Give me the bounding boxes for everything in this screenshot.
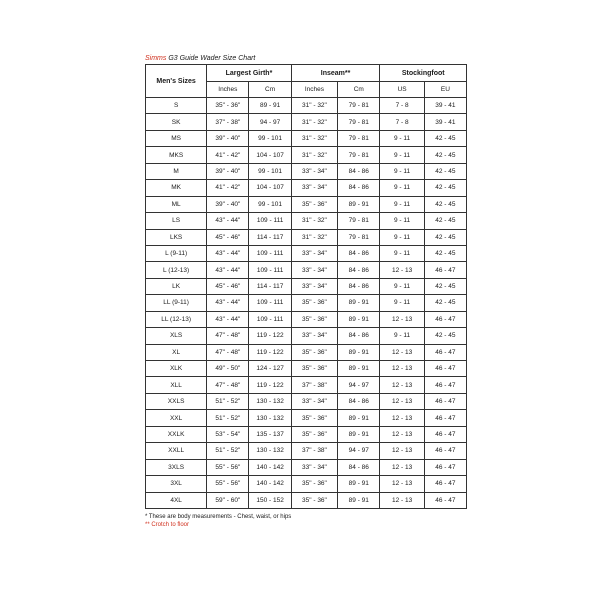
cell-size: MS xyxy=(146,130,207,146)
cell-inseam-cm: 94 - 97 xyxy=(338,443,380,459)
cell-inseam-inches: 35" - 36" xyxy=(291,410,337,426)
cell-inseam-inches: 35" - 36" xyxy=(291,476,337,492)
cell-us: 12 - 13 xyxy=(380,393,424,409)
cell-inseam-inches: 37" - 38" xyxy=(291,377,337,393)
cell-size: MKS xyxy=(146,147,207,163)
cell-inseam-cm: 89 - 91 xyxy=(338,361,380,377)
cell-inseam-cm: 89 - 91 xyxy=(338,295,380,311)
cell-girth-cm: 114 - 117 xyxy=(249,229,291,245)
table-row xyxy=(146,114,467,130)
cell-us: 9 - 11 xyxy=(380,229,424,245)
cell-girth-inches: 51" - 52" xyxy=(207,443,249,459)
cell-inseam-cm: 79 - 81 xyxy=(338,213,380,229)
cell-size: LL (12-13) xyxy=(146,311,207,327)
cell-girth-inches: 55" - 56" xyxy=(207,476,249,492)
cell-eu: 42 - 45 xyxy=(424,130,466,146)
table-row xyxy=(146,262,467,278)
cell-girth-cm: 99 - 101 xyxy=(249,163,291,179)
table-row xyxy=(146,229,467,245)
cell-girth-cm: 104 - 107 xyxy=(249,147,291,163)
header-mens-sizes: Men's Sizes xyxy=(146,65,207,98)
cell-inseam-cm: 84 - 86 xyxy=(338,262,380,278)
cell-size: 3XLS xyxy=(146,459,207,475)
table-row xyxy=(146,344,467,360)
cell-inseam-inches: 33" - 34" xyxy=(291,245,337,261)
cell-girth-cm: 89 - 91 xyxy=(249,98,291,114)
cell-us: 12 - 13 xyxy=(380,262,424,278)
cell-us: 12 - 13 xyxy=(380,426,424,442)
cell-size: XL xyxy=(146,344,207,360)
cell-inseam-cm: 89 - 91 xyxy=(338,476,380,492)
cell-us: 12 - 13 xyxy=(380,476,424,492)
cell-inseam-inches: 33" - 34" xyxy=(291,278,337,294)
cell-size: L (12-13) xyxy=(146,262,207,278)
cell-girth-inches: 51" - 52" xyxy=(207,410,249,426)
cell-eu: 42 - 45 xyxy=(424,196,466,212)
table-row xyxy=(146,393,467,409)
cell-us: 9 - 11 xyxy=(380,328,424,344)
cell-inseam-cm: 79 - 81 xyxy=(338,229,380,245)
cell-us: 12 - 13 xyxy=(380,361,424,377)
cell-girth-cm: 140 - 142 xyxy=(249,459,291,475)
cell-eu: 42 - 45 xyxy=(424,163,466,179)
cell-size: XXL xyxy=(146,410,207,426)
cell-inseam-inches: 35" - 36" xyxy=(291,196,337,212)
subheader-girth-inches: Inches xyxy=(207,82,249,98)
cell-us: 12 - 13 xyxy=(380,443,424,459)
cell-us: 12 - 13 xyxy=(380,410,424,426)
cell-girth-inches: 39" - 40" xyxy=(207,163,249,179)
cell-us: 9 - 11 xyxy=(380,130,424,146)
cell-inseam-cm: 89 - 91 xyxy=(338,344,380,360)
table-row xyxy=(146,476,467,492)
size-table xyxy=(145,64,467,509)
cell-girth-cm: 94 - 97 xyxy=(249,114,291,130)
cell-eu: 46 - 47 xyxy=(424,361,466,377)
cell-size: LK xyxy=(146,278,207,294)
cell-inseam-cm: 84 - 86 xyxy=(338,163,380,179)
cell-us: 9 - 11 xyxy=(380,213,424,229)
cell-size: M xyxy=(146,163,207,179)
cell-inseam-cm: 84 - 86 xyxy=(338,328,380,344)
cell-inseam-cm: 89 - 91 xyxy=(338,410,380,426)
cell-girth-inches: 55" - 56" xyxy=(207,459,249,475)
cell-inseam-inches: 33" - 34" xyxy=(291,328,337,344)
cell-girth-cm: 109 - 111 xyxy=(249,311,291,327)
footnotes xyxy=(145,513,467,529)
cell-us: 9 - 11 xyxy=(380,245,424,261)
cell-girth-inches: 37" - 38" xyxy=(207,114,249,130)
cell-eu: 42 - 45 xyxy=(424,229,466,245)
cell-girth-inches: 43" - 44" xyxy=(207,213,249,229)
cell-inseam-cm: 79 - 81 xyxy=(338,98,380,114)
cell-girth-cm: 124 - 127 xyxy=(249,361,291,377)
cell-inseam-inches: 31" - 32" xyxy=(291,130,337,146)
cell-us: 9 - 11 xyxy=(380,295,424,311)
cell-size: XLL xyxy=(146,377,207,393)
cell-eu: 46 - 47 xyxy=(424,476,466,492)
table-row xyxy=(146,328,467,344)
cell-inseam-cm: 89 - 91 xyxy=(338,492,380,508)
cell-eu: 46 - 47 xyxy=(424,443,466,459)
cell-size: XLK xyxy=(146,361,207,377)
table-row xyxy=(146,278,467,294)
cell-us: 9 - 11 xyxy=(380,180,424,196)
cell-eu: 46 - 47 xyxy=(424,492,466,508)
cell-inseam-cm: 84 - 86 xyxy=(338,459,380,475)
cell-inseam-cm: 79 - 81 xyxy=(338,114,380,130)
cell-girth-cm: 135 - 137 xyxy=(249,426,291,442)
cell-inseam-inches: 35" - 36" xyxy=(291,295,337,311)
subheader-us: US xyxy=(380,82,424,98)
cell-inseam-cm: 79 - 81 xyxy=(338,147,380,163)
table-row xyxy=(146,98,467,114)
table-row xyxy=(146,311,467,327)
cell-girth-cm: 119 - 122 xyxy=(249,344,291,360)
cell-inseam-cm: 84 - 86 xyxy=(338,393,380,409)
cell-girth-cm: 150 - 152 xyxy=(249,492,291,508)
table-row xyxy=(146,163,467,179)
cell-size: XLS xyxy=(146,328,207,344)
cell-girth-cm: 114 - 117 xyxy=(249,278,291,294)
cell-girth-inches: 59" - 60" xyxy=(207,492,249,508)
table-body xyxy=(146,98,467,509)
cell-size: LL (9-11) xyxy=(146,295,207,311)
cell-girth-inches: 49" - 50" xyxy=(207,361,249,377)
cell-girth-inches: 43" - 44" xyxy=(207,295,249,311)
cell-girth-inches: 47" - 48" xyxy=(207,377,249,393)
cell-eu: 42 - 45 xyxy=(424,213,466,229)
cell-girth-inches: 45" - 46" xyxy=(207,278,249,294)
cell-inseam-inches: 35" - 36" xyxy=(291,492,337,508)
cell-eu: 46 - 47 xyxy=(424,410,466,426)
cell-inseam-inches: 35" - 36" xyxy=(291,311,337,327)
cell-girth-inches: 43" - 44" xyxy=(207,311,249,327)
cell-girth-cm: 104 - 107 xyxy=(249,180,291,196)
cell-inseam-inches: 33" - 34" xyxy=(291,163,337,179)
cell-us: 9 - 11 xyxy=(380,163,424,179)
cell-girth-inches: 47" - 48" xyxy=(207,344,249,360)
cell-eu: 46 - 47 xyxy=(424,344,466,360)
cell-eu: 46 - 47 xyxy=(424,426,466,442)
table-row xyxy=(146,196,467,212)
cell-eu: 42 - 45 xyxy=(424,278,466,294)
table-row xyxy=(146,147,467,163)
cell-us: 9 - 11 xyxy=(380,147,424,163)
cell-us: 12 - 13 xyxy=(380,344,424,360)
cell-inseam-cm: 89 - 91 xyxy=(338,426,380,442)
table-row xyxy=(146,377,467,393)
table-row xyxy=(146,410,467,426)
subheader-inseam-inches: Inches xyxy=(291,82,337,98)
cell-girth-inches: 43" - 44" xyxy=(207,262,249,278)
cell-size: SK xyxy=(146,114,207,130)
cell-inseam-inches: 31" - 32" xyxy=(291,213,337,229)
cell-us: 12 - 13 xyxy=(380,311,424,327)
cell-inseam-cm: 84 - 86 xyxy=(338,245,380,261)
cell-us: 9 - 11 xyxy=(380,278,424,294)
cell-size: LKS xyxy=(146,229,207,245)
header-inseam: Inseam** xyxy=(291,65,380,82)
cell-size: L (9-11) xyxy=(146,245,207,261)
cell-inseam-inches: 35" - 36" xyxy=(291,344,337,360)
cell-size: LS xyxy=(146,213,207,229)
cell-inseam-inches: 31" - 32" xyxy=(291,98,337,114)
cell-eu: 39 - 41 xyxy=(424,98,466,114)
cell-girth-cm: 130 - 132 xyxy=(249,410,291,426)
cell-inseam-inches: 33" - 34" xyxy=(291,262,337,278)
cell-us: 9 - 11 xyxy=(380,196,424,212)
cell-eu: 42 - 45 xyxy=(424,147,466,163)
table-row xyxy=(146,426,467,442)
cell-size: XXLL xyxy=(146,443,207,459)
cell-inseam-cm: 89 - 91 xyxy=(338,311,380,327)
cell-size: MK xyxy=(146,180,207,196)
cell-inseam-cm: 89 - 91 xyxy=(338,196,380,212)
cell-eu: 39 - 41 xyxy=(424,114,466,130)
cell-inseam-inches: 31" - 32" xyxy=(291,229,337,245)
cell-eu: 46 - 47 xyxy=(424,459,466,475)
header-row xyxy=(146,65,467,82)
cell-inseam-inches: 33" - 34" xyxy=(291,180,337,196)
cell-inseam-inches: 31" - 32" xyxy=(291,147,337,163)
cell-size: ML xyxy=(146,196,207,212)
table-row xyxy=(146,443,467,459)
brand-name: Simms xyxy=(145,55,167,62)
cell-girth-cm: 99 - 101 xyxy=(249,196,291,212)
cell-girth-inches: 39" - 40" xyxy=(207,130,249,146)
cell-us: 7 - 8 xyxy=(380,98,424,114)
cell-girth-inches: 41" - 42" xyxy=(207,147,249,163)
cell-girth-inches: 47" - 48" xyxy=(207,328,249,344)
cell-eu: 42 - 45 xyxy=(424,328,466,344)
cell-inseam-inches: 35" - 36" xyxy=(291,361,337,377)
cell-girth-cm: 130 - 132 xyxy=(249,393,291,409)
cell-eu: 46 - 47 xyxy=(424,393,466,409)
cell-eu: 42 - 45 xyxy=(424,245,466,261)
cell-inseam-cm: 84 - 86 xyxy=(338,278,380,294)
cell-girth-cm: 109 - 111 xyxy=(249,213,291,229)
cell-girth-cm: 109 - 111 xyxy=(249,245,291,261)
subheader-eu: EU xyxy=(424,82,466,98)
table-row xyxy=(146,245,467,261)
cell-eu: 46 - 47 xyxy=(424,377,466,393)
table-row xyxy=(146,213,467,229)
cell-us: 12 - 13 xyxy=(380,492,424,508)
cell-eu: 46 - 47 xyxy=(424,311,466,327)
cell-inseam-cm: 94 - 97 xyxy=(338,377,380,393)
cell-girth-inches: 39" - 40" xyxy=(207,196,249,212)
cell-inseam-inches: 33" - 34" xyxy=(291,459,337,475)
cell-girth-inches: 53" - 54" xyxy=(207,426,249,442)
cell-inseam-inches: 31" - 32" xyxy=(291,114,337,130)
header-largest-girth: Largest Girth* xyxy=(207,65,291,82)
table-row xyxy=(146,130,467,146)
cell-inseam-cm: 79 - 81 xyxy=(338,130,380,146)
footnote-body-measurements: * These are body measurements - Chest, waist, or hips xyxy=(145,513,292,520)
cell-us: 12 - 13 xyxy=(380,459,424,475)
cell-size: 4XL xyxy=(146,492,207,508)
cell-size: S xyxy=(146,98,207,114)
table-row xyxy=(146,361,467,377)
cell-girth-cm: 140 - 142 xyxy=(249,476,291,492)
cell-eu: 46 - 47 xyxy=(424,262,466,278)
table-row xyxy=(146,492,467,508)
subheader-girth-cm: Cm xyxy=(249,82,291,98)
cell-size: XXLK xyxy=(146,426,207,442)
cell-eu: 42 - 45 xyxy=(424,180,466,196)
size-chart-document xyxy=(145,54,467,529)
subheader-inseam-cm: Cm xyxy=(338,82,380,98)
table-row xyxy=(146,459,467,475)
title-text: G3 Guide Wader Size Chart xyxy=(166,55,256,62)
cell-us: 12 - 13 xyxy=(380,377,424,393)
header-stockingfoot: Stockingfoot xyxy=(380,65,467,82)
cell-us: 7 - 8 xyxy=(380,114,424,130)
cell-eu: 42 - 45 xyxy=(424,295,466,311)
cell-size: 3XL xyxy=(146,476,207,492)
table-row xyxy=(146,180,467,196)
footnote-crotch: ** Crotch to floor xyxy=(145,521,190,528)
cell-girth-cm: 99 - 101 xyxy=(249,130,291,146)
cell-girth-inches: 45" - 46" xyxy=(207,229,249,245)
cell-inseam-cm: 84 - 86 xyxy=(338,180,380,196)
cell-inseam-inches: 37" - 38" xyxy=(291,443,337,459)
cell-girth-inches: 51" - 52" xyxy=(207,393,249,409)
cell-size: XXLS xyxy=(146,393,207,409)
cell-girth-inches: 43" - 44" xyxy=(207,245,249,261)
cell-girth-cm: 109 - 111 xyxy=(249,295,291,311)
cell-girth-inches: 35" - 36" xyxy=(207,98,249,114)
cell-inseam-inches: 33" - 34" xyxy=(291,393,337,409)
cell-inseam-inches: 35" - 36" xyxy=(291,426,337,442)
table-row xyxy=(146,295,467,311)
cell-girth-cm: 119 - 122 xyxy=(249,328,291,344)
page-title xyxy=(145,54,467,64)
cell-girth-cm: 130 - 132 xyxy=(249,443,291,459)
cell-girth-inches: 41" - 42" xyxy=(207,180,249,196)
cell-girth-cm: 119 - 122 xyxy=(249,377,291,393)
cell-girth-cm: 109 - 111 xyxy=(249,262,291,278)
